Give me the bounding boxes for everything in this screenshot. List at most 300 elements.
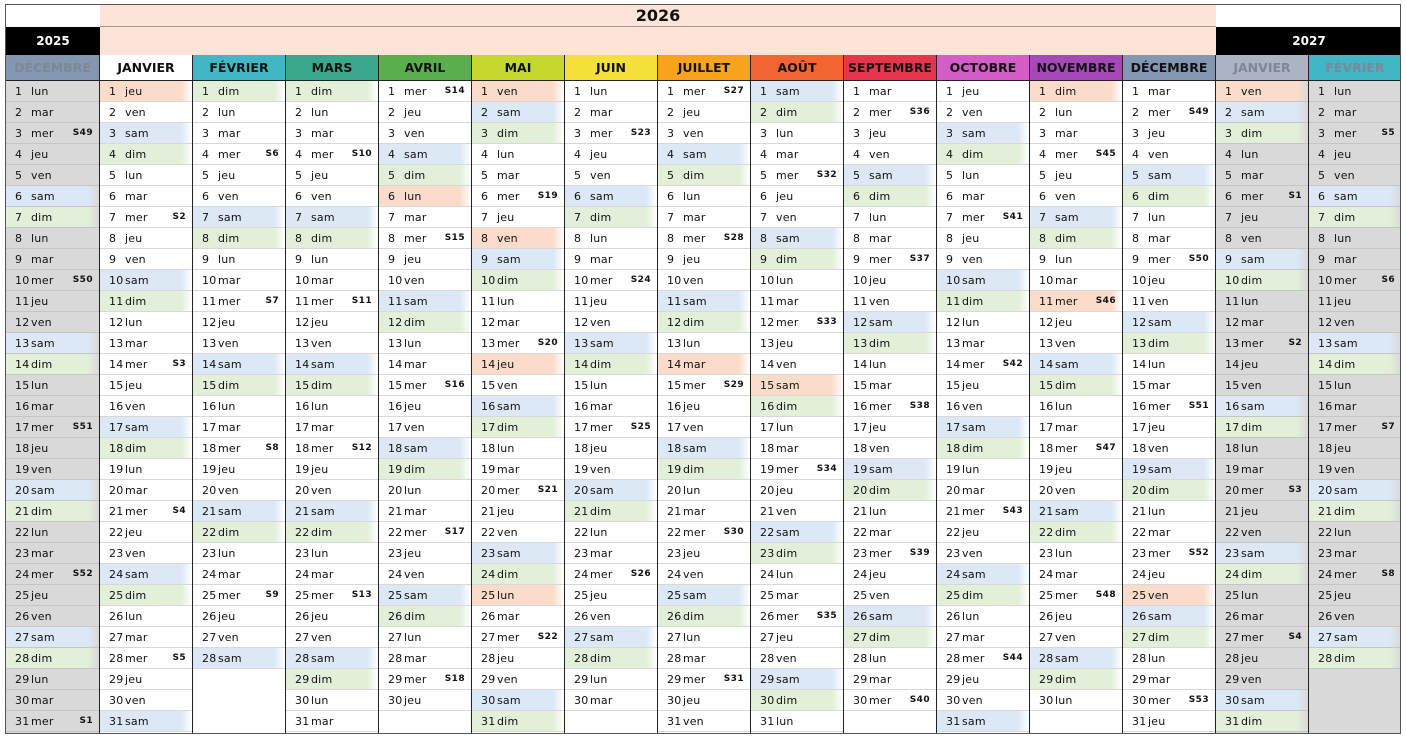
day-number: 13	[1318, 336, 1333, 350]
day-number: 4	[1225, 147, 1233, 161]
day-row	[472, 564, 564, 585]
day-row	[565, 312, 657, 333]
weekday-label: mar	[31, 105, 54, 119]
day-number: 14	[853, 357, 868, 371]
day-row	[565, 375, 657, 396]
weekday-label: dim	[404, 315, 426, 329]
day-row	[286, 207, 378, 228]
day-row	[100, 501, 192, 522]
month-column	[937, 55, 1030, 734]
day-row	[286, 417, 378, 438]
weekday-label: lun	[218, 399, 236, 413]
week-number: S25	[630, 422, 651, 432]
day-number: 6	[388, 189, 396, 203]
day-number: 13	[1225, 336, 1240, 350]
weekday-label: sam	[1334, 630, 1358, 644]
weekday-label: dim	[1334, 504, 1356, 518]
day-row	[286, 543, 378, 564]
month-header: DÉCEMBRE	[1123, 55, 1215, 81]
weekday-label: dim	[1334, 210, 1356, 224]
day-row	[1030, 102, 1122, 123]
day-row	[751, 228, 843, 249]
day-row	[1216, 144, 1308, 165]
day-row	[100, 438, 192, 459]
weekday-label: ven	[497, 84, 518, 98]
day-row	[1123, 396, 1215, 417]
day-number: 25	[388, 588, 403, 602]
day-row	[379, 102, 471, 123]
weekday-label: mar	[1148, 672, 1171, 686]
day-row	[658, 333, 750, 354]
day-number: 5	[295, 168, 303, 182]
day-row	[1216, 312, 1308, 333]
day-number: 7	[853, 210, 861, 224]
day-row	[844, 81, 936, 102]
day-number: 11	[481, 294, 496, 308]
weekday-label: lun	[869, 210, 887, 224]
weekday-label: ven	[962, 693, 983, 707]
day-row	[937, 564, 1029, 585]
weekday-label: sam	[404, 147, 428, 161]
week-number: S49	[1188, 107, 1209, 117]
day-row	[937, 207, 1029, 228]
weekday-label: jeu	[31, 441, 49, 455]
weekday-label: sam	[1148, 609, 1172, 623]
day-row	[100, 186, 192, 207]
day-number: 12	[853, 315, 868, 329]
day-row	[472, 312, 564, 333]
day-row	[1309, 543, 1401, 564]
weekday-label: sam	[590, 336, 614, 350]
weekday-label: lun	[683, 189, 701, 203]
weekday-label: lun	[31, 672, 49, 686]
day-number: 21	[1039, 504, 1054, 518]
weekday-label: dim	[218, 231, 240, 245]
day-number: 4	[760, 147, 768, 161]
day-row	[100, 291, 192, 312]
day-number: 16	[388, 399, 403, 413]
day-row	[6, 501, 99, 522]
day-number: 1	[1132, 84, 1140, 98]
weekday-label: mer	[683, 672, 706, 686]
day-number: 1	[946, 84, 954, 98]
weekday-label: mar	[218, 273, 241, 287]
day-number: 26	[1132, 609, 1147, 623]
day-row	[565, 585, 657, 606]
day-number: 7	[388, 210, 396, 224]
weekday-label: jeu	[1334, 441, 1352, 455]
weekday-label: sam	[590, 189, 614, 203]
day-row	[6, 375, 99, 396]
day-row	[658, 102, 750, 123]
day-number: 5	[1225, 168, 1233, 182]
week-number: S4	[172, 506, 186, 516]
day-number: 18	[202, 441, 217, 455]
day-number: 16	[946, 399, 961, 413]
month-column	[658, 55, 751, 734]
day-number: 29	[574, 672, 589, 686]
weekday-label: mer	[1055, 441, 1078, 455]
day-number: 11	[295, 294, 310, 308]
weekday-label: mar	[125, 336, 148, 350]
day-row	[658, 375, 750, 396]
weekday-label: jeu	[1334, 294, 1352, 308]
day-number: 16	[295, 399, 310, 413]
weekday-label: dim	[962, 441, 984, 455]
weekday-label: jeu	[125, 231, 143, 245]
day-number: 8	[1225, 231, 1233, 245]
weekday-label: mer	[125, 651, 148, 665]
day-number: 24	[1225, 567, 1240, 581]
day-number: 6	[15, 189, 23, 203]
day-number: 12	[202, 315, 217, 329]
day-row	[1123, 648, 1215, 669]
day-row	[6, 228, 99, 249]
weekday-label: lun	[497, 147, 515, 161]
day-row	[100, 606, 192, 627]
day-number: 11	[109, 294, 124, 308]
weekday-label: mer	[1334, 273, 1357, 287]
weekday-label: sam	[869, 462, 893, 476]
day-row	[658, 606, 750, 627]
day-row	[1309, 165, 1401, 186]
weekday-label: mar	[125, 483, 148, 497]
day-row	[1030, 144, 1122, 165]
weekday-label: mar	[404, 504, 427, 518]
weekday-label: lun	[590, 84, 608, 98]
day-row	[844, 354, 936, 375]
day-number: 22	[853, 525, 868, 539]
weekday-label: dim	[311, 525, 333, 539]
day-number: 26	[667, 609, 682, 623]
day-row	[193, 501, 285, 522]
month-column	[1216, 55, 1309, 734]
day-row	[565, 543, 657, 564]
day-row	[6, 249, 99, 270]
day-row	[1216, 627, 1308, 648]
weekday-label: dim	[1148, 630, 1170, 644]
weekday-label: mer	[497, 630, 520, 644]
day-row	[286, 291, 378, 312]
day-row	[844, 291, 936, 312]
day-row	[6, 690, 99, 711]
day-number: 23	[853, 546, 868, 560]
day-number: 12	[1039, 315, 1054, 329]
weekday-label: lun	[311, 399, 329, 413]
week-number: S10	[351, 149, 372, 159]
day-number: 28	[760, 651, 775, 665]
day-number: 29	[946, 672, 961, 686]
day-number: 13	[574, 336, 589, 350]
day-row	[1123, 606, 1215, 627]
day-row	[286, 396, 378, 417]
weekday-label: mar	[1055, 420, 1078, 434]
day-number: 29	[481, 672, 496, 686]
day-row	[1309, 123, 1401, 144]
day-number: 9	[1039, 252, 1047, 266]
day-row	[193, 375, 285, 396]
day-row	[472, 354, 564, 375]
weekday-label: ven	[311, 189, 332, 203]
weekday-label: ven	[125, 105, 146, 119]
day-row	[1309, 459, 1401, 480]
day-row	[844, 228, 936, 249]
day-number: 7	[1225, 210, 1233, 224]
day-number: 13	[481, 336, 496, 350]
weekday-label: jeu	[218, 315, 236, 329]
day-row	[6, 669, 99, 690]
weekday-label: jeu	[683, 693, 701, 707]
day-row	[286, 438, 378, 459]
month-header: AOÛT	[751, 55, 843, 81]
weekday-label: sam	[683, 588, 707, 602]
week-number: S53	[1188, 695, 1209, 705]
day-row	[100, 585, 192, 606]
day-row	[286, 711, 378, 732]
day-number: 26	[760, 609, 775, 623]
weekday-label: dim	[590, 357, 612, 371]
day-number: 14	[1318, 357, 1333, 371]
weekday-label: sam	[311, 210, 335, 224]
week-number: S4	[1288, 632, 1302, 642]
day-row	[565, 501, 657, 522]
day-row	[1030, 123, 1122, 144]
day-row	[937, 711, 1029, 732]
day-number: 3	[388, 126, 396, 140]
weekday-label: lun	[31, 231, 49, 245]
day-row	[193, 438, 285, 459]
day-row	[658, 249, 750, 270]
day-row	[1216, 669, 1308, 690]
day-number: 8	[946, 231, 954, 245]
weekday-label: lun	[962, 315, 980, 329]
weekday-label: lun	[776, 567, 794, 581]
day-row	[472, 627, 564, 648]
day-number: 31	[481, 714, 496, 728]
weekday-label: sam	[218, 504, 242, 518]
day-number: 4	[853, 147, 861, 161]
week-number: S6	[265, 149, 279, 159]
day-number: 7	[202, 210, 210, 224]
weekday-label: ven	[776, 210, 797, 224]
day-number: 23	[1132, 546, 1147, 560]
weekday-label: mer	[962, 357, 985, 371]
day-row	[844, 501, 936, 522]
weekday-label: ven	[962, 546, 983, 560]
weekday-label: jeu	[404, 399, 422, 413]
weekday-label: mer	[776, 609, 799, 623]
day-number: 23	[1225, 546, 1240, 560]
weekday-label: jeu	[962, 231, 980, 245]
day-row	[193, 81, 285, 102]
day-row	[379, 438, 471, 459]
day-number: 19	[1318, 462, 1333, 476]
day-row	[751, 186, 843, 207]
weekday-label: jeu	[1148, 273, 1166, 287]
weekday-label: ven	[1148, 588, 1169, 602]
day-number: 1	[1039, 84, 1047, 98]
week-number: S34	[816, 464, 837, 474]
weekday-label: mer	[218, 588, 241, 602]
weekday-label: lun	[962, 462, 980, 476]
day-row	[193, 291, 285, 312]
day-row	[6, 207, 99, 228]
weekday-label: jeu	[311, 315, 329, 329]
day-row	[565, 417, 657, 438]
weekday-label: mer	[1055, 147, 1078, 161]
day-number: 2	[574, 105, 582, 119]
day-number: 16	[1225, 399, 1240, 413]
weekday-label: lun	[497, 441, 515, 455]
weekday-label: jeu	[311, 168, 329, 182]
weekday-label: mer	[962, 651, 985, 665]
day-row	[751, 207, 843, 228]
day-row	[844, 585, 936, 606]
day-number: 14	[1039, 357, 1054, 371]
week-number: S19	[537, 191, 558, 201]
day-number: 20	[760, 483, 775, 497]
weekday-label: ven	[1241, 378, 1262, 392]
day-row	[472, 669, 564, 690]
day-number: 8	[481, 231, 489, 245]
day-row	[193, 522, 285, 543]
day-row	[1030, 522, 1122, 543]
day-number: 30	[295, 693, 310, 707]
day-number: 26	[481, 609, 496, 623]
day-row	[472, 648, 564, 669]
day-number: 10	[1318, 273, 1333, 287]
day-row	[658, 144, 750, 165]
day-number: 14	[481, 357, 496, 371]
day-number: 28	[481, 651, 496, 665]
week-number: S50	[72, 275, 93, 285]
day-number: 1	[15, 84, 23, 98]
weekday-label: sam	[1241, 693, 1265, 707]
weekday-label: sam	[1241, 399, 1265, 413]
day-row	[658, 207, 750, 228]
day-row	[472, 606, 564, 627]
day-row	[658, 81, 750, 102]
day-number: 25	[481, 588, 496, 602]
day-row	[565, 333, 657, 354]
day-row	[472, 375, 564, 396]
weekday-label: mar	[31, 546, 54, 560]
day-number: 25	[109, 588, 124, 602]
day-row	[1123, 375, 1215, 396]
day-number: 6	[202, 189, 210, 203]
weekday-label: mer	[125, 504, 148, 518]
day-row	[1030, 543, 1122, 564]
day-row	[6, 564, 99, 585]
day-number: 18	[295, 441, 310, 455]
day-number: 17	[1039, 420, 1054, 434]
day-row	[6, 333, 99, 354]
day-row	[286, 81, 378, 102]
day-row	[1216, 459, 1308, 480]
day-row	[6, 291, 99, 312]
weekday-label: ven	[125, 546, 146, 560]
weekday-label: mer	[497, 189, 520, 203]
day-row	[1216, 375, 1308, 396]
day-number: 14	[388, 357, 403, 371]
day-number: 17	[853, 420, 868, 434]
weekday-label: jeu	[590, 294, 608, 308]
day-number: 18	[481, 441, 496, 455]
day-row	[844, 459, 936, 480]
day-number: 24	[667, 567, 682, 581]
weekday-label: jeu	[1334, 588, 1352, 602]
day-number: 23	[295, 546, 310, 560]
weekday-label: dim	[1334, 357, 1356, 371]
day-row	[751, 354, 843, 375]
day-row	[379, 165, 471, 186]
day-number: 28	[1225, 651, 1240, 665]
weekday-label: sam	[31, 630, 55, 644]
day-row	[937, 81, 1029, 102]
weekday-label: mer	[311, 294, 334, 308]
month-header: FÉVRIER	[1309, 55, 1401, 81]
week-number: S1	[79, 716, 93, 726]
day-number: 3	[853, 126, 861, 140]
day-number: 11	[202, 294, 217, 308]
day-row	[6, 480, 99, 501]
day-number: 23	[574, 546, 589, 560]
month-days	[937, 81, 1029, 734]
day-number: 11	[1132, 294, 1147, 308]
day-row	[1216, 564, 1308, 585]
day-number: 25	[1225, 588, 1240, 602]
day-row	[937, 480, 1029, 501]
day-number: 22	[202, 525, 217, 539]
day-row	[6, 102, 99, 123]
day-row	[100, 711, 192, 732]
day-number: 30	[760, 693, 775, 707]
weekday-label: jeu	[1055, 609, 1073, 623]
month-header: NOVEMBRE	[1030, 55, 1122, 81]
day-number: 23	[202, 546, 217, 560]
day-row	[1216, 291, 1308, 312]
day-row	[193, 270, 285, 291]
day-number: 26	[15, 609, 30, 623]
day-number: 15	[853, 378, 868, 392]
day-row	[1030, 606, 1122, 627]
day-number: 29	[1225, 672, 1240, 686]
week-number: S12	[351, 443, 372, 453]
day-row	[937, 291, 1029, 312]
weekday-label: mar	[776, 147, 799, 161]
weekday-label: mer	[683, 84, 706, 98]
day-number: 15	[1318, 378, 1333, 392]
day-row	[100, 123, 192, 144]
day-number: 27	[295, 630, 310, 644]
day-row	[1216, 606, 1308, 627]
weekday-label: mar	[869, 672, 892, 686]
month-column	[1030, 55, 1123, 734]
weekday-label: dim	[869, 630, 891, 644]
day-row	[1309, 186, 1401, 207]
day-number: 26	[1225, 609, 1240, 623]
day-number: 13	[667, 336, 682, 350]
day-row	[100, 270, 192, 291]
day-number: 2	[295, 105, 303, 119]
day-row	[1030, 375, 1122, 396]
day-row	[286, 186, 378, 207]
day-row	[6, 123, 99, 144]
day-row	[658, 291, 750, 312]
day-number: 8	[388, 231, 396, 245]
weekday-label: ven	[497, 672, 518, 686]
day-row	[751, 648, 843, 669]
